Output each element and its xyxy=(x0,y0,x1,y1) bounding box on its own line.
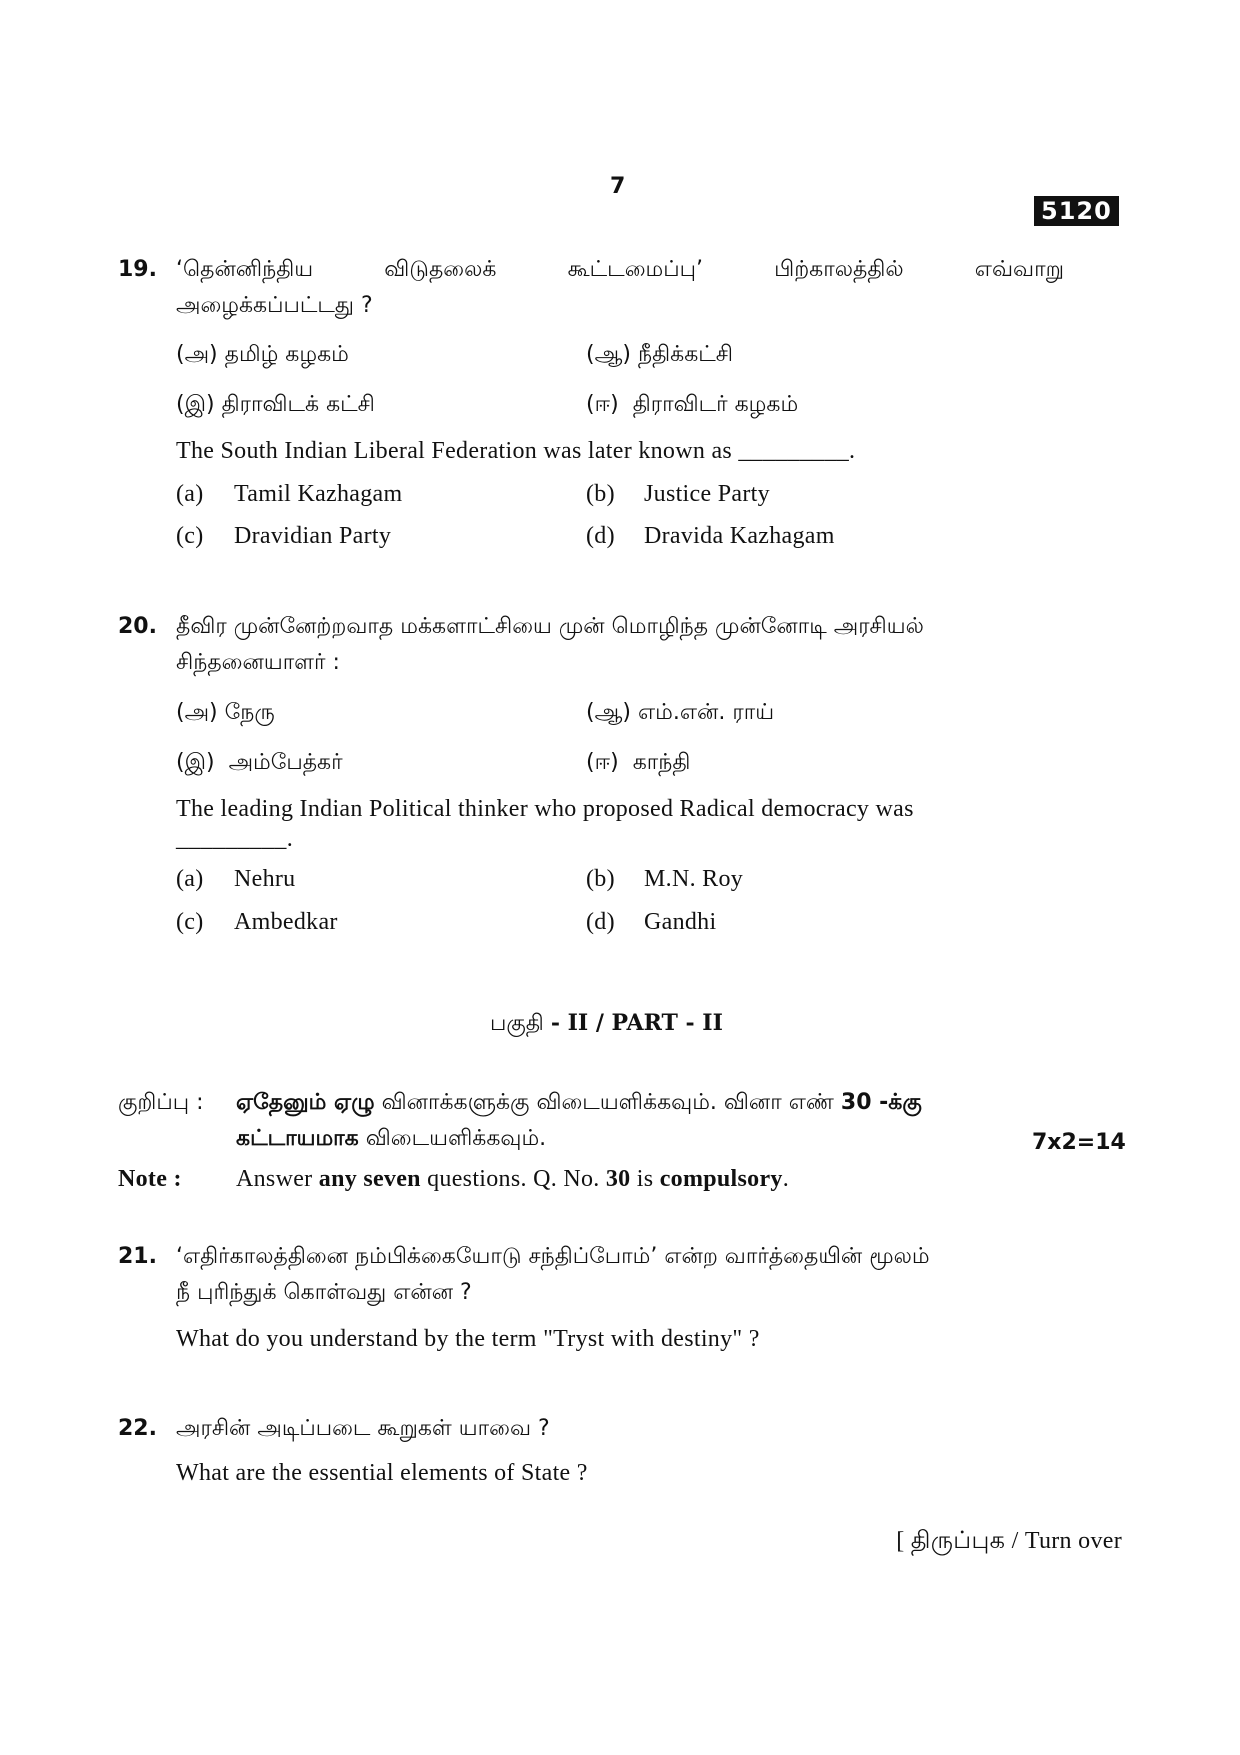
english-note-text: Answer any seven questions. Q. No. 30 is compulsory. xyxy=(236,1166,790,1192)
word: ‘தென்னிந்திய xyxy=(176,257,314,282)
tamil-note-line2: கட்டாயமாக விடையளிக்கவும். xyxy=(236,1126,547,1151)
question-english: What are the essential elements of State ? xyxy=(176,1460,588,1486)
question-english: The South Indian Liberal Federation was later known as _________. xyxy=(176,438,856,464)
word: பிற்காலத்தில் xyxy=(774,257,904,282)
tamil-note-line1: ஏதேனும் ஏழு வினாக்களுக்கு விடையளிக்கவும். வினா எண் 30 -க்கு xyxy=(236,1090,922,1115)
question-english: What do you understand by the term "Tryst with destiny" ? xyxy=(176,1326,760,1352)
question-number: 22. xyxy=(118,1416,157,1441)
english-option-a: (a) Tamil Kazhagam xyxy=(176,481,403,507)
page-number: 7 xyxy=(610,174,626,199)
question-tamil-line1: தீவிர முன்னேற்றவாத மக்களாட்சியை முன் மொழிந்த முன்னோடி அரசியல் xyxy=(176,614,924,639)
english-option-d: (d) Gandhi xyxy=(586,909,717,935)
question-tamil-line1: ‘எதிர்காலத்தினை நம்பிக்கையோடு சந்திப்போம்’ என்ற வார்த்தையின் மூலம் xyxy=(176,1244,930,1269)
question-tamil-line2: அழைக்கப்பட்டது ? xyxy=(176,293,373,318)
question-tamil-line2: நீ புரிந்துக் கொள்வது என்ன ? xyxy=(176,1280,472,1305)
question-tamil-line2: சிந்தனையாளர் : xyxy=(176,650,340,675)
tamil-option-1: (அ) தமிழ் கழகம் xyxy=(176,342,349,367)
tamil-option-4: (ஈ) திராவிடர் கழகம் xyxy=(586,392,799,417)
question-english-line2: _________. xyxy=(176,826,293,852)
tamil-note-label: குறிப்பு : xyxy=(118,1090,204,1115)
english-option-c: (c) Dravidian Party xyxy=(176,523,392,549)
english-option-a: (a) Nehru xyxy=(176,866,296,892)
english-note-label: Note : xyxy=(118,1166,182,1192)
word: கூட்டமைப்பு’ xyxy=(567,257,703,282)
paper-code-badge: 5120 xyxy=(1034,196,1119,226)
question-english-line1: The leading Indian Political thinker who proposed Radical democracy was xyxy=(176,796,914,822)
word: எவ்வாறு xyxy=(974,257,1064,282)
tamil-option-3: (இ) அம்பேத்கர் xyxy=(176,750,343,775)
english-option-c: (c) Ambedkar xyxy=(176,909,338,935)
question-number: 21. xyxy=(118,1244,157,1269)
word: விடுதலைக் xyxy=(384,257,497,282)
question-tamil-line1 xyxy=(176,257,1064,285)
question-number: 20. xyxy=(118,614,157,639)
tamil-option-3: (இ) திராவிடக் கட்சி xyxy=(176,392,375,417)
english-option-b: (b) Justice Party xyxy=(586,481,770,507)
turn-over-note: [ திருப்புக / Turn over xyxy=(896,1528,1122,1554)
question-tamil: அரசின் அடிப்படை கூறுகள் யாவை ? xyxy=(176,1416,550,1441)
english-option-b: (b) M.N. Roy xyxy=(586,866,744,892)
tamil-option-4: (ஈ) காந்தி xyxy=(586,750,691,775)
tamil-option-1: (அ) நேரு xyxy=(176,700,275,725)
part-heading: பகுதி - II / PART - II xyxy=(490,1010,723,1036)
tamil-option-2: (ஆ) எம்.என். ராய் xyxy=(586,700,775,725)
tamil-option-2: (ஆ) நீதிக்கட்சி xyxy=(586,342,734,367)
question-number: 19. xyxy=(118,257,157,282)
marks-label: 7x2=14 xyxy=(1032,1130,1126,1155)
english-option-d: (d) Dravida Kazhagam xyxy=(586,523,835,549)
